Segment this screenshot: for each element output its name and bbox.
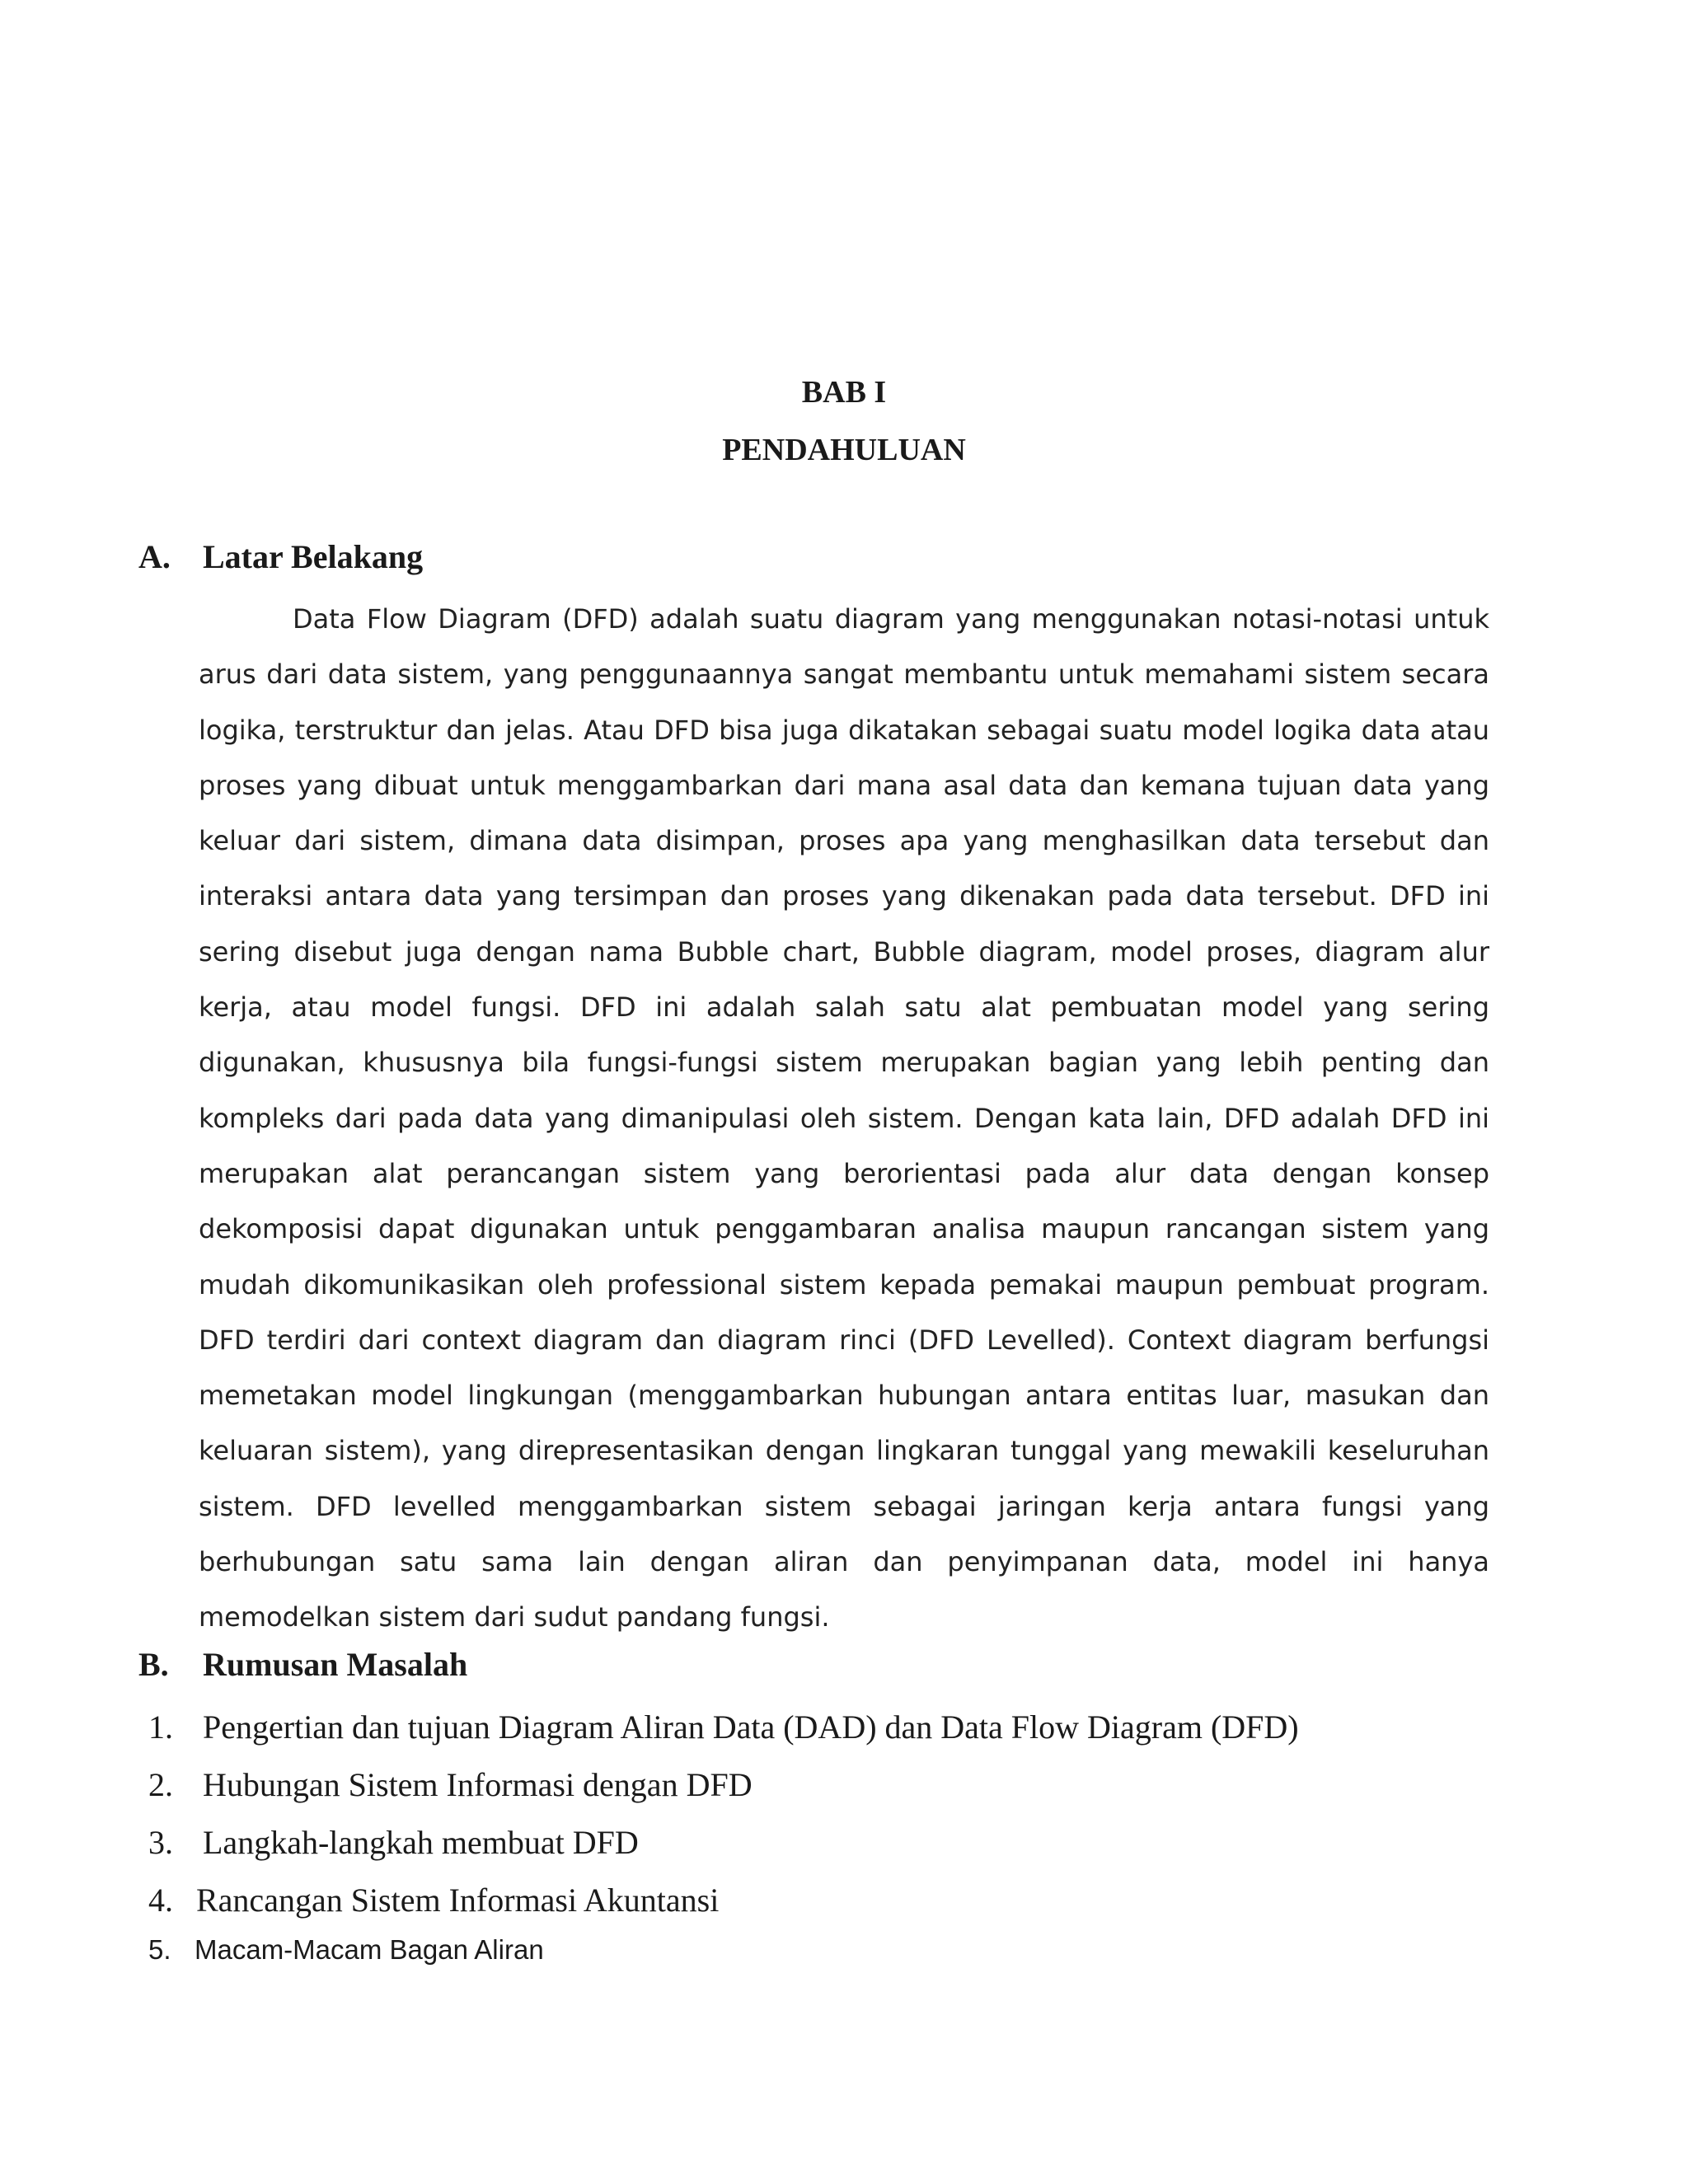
list-item-number: 1. — [148, 1708, 173, 1746]
list-item — [148, 1933, 1550, 1970]
list-item-text: Hubungan Sistem Informasi dengan DFD — [203, 1766, 753, 1803]
list-item-number: 2. — [148, 1766, 173, 1803]
section-title: Latar Belakang — [203, 538, 424, 575]
section-letter: B. — [138, 1646, 169, 1683]
section-heading-latar-belakang — [138, 537, 423, 577]
list-item — [148, 1823, 1550, 1881]
list-item-text: Langkah-langkah membuat DFD — [203, 1824, 639, 1861]
problem-list — [148, 1708, 1550, 1970]
list-item-text: Pengertian dan tujuan Diagram Aliran Data (DAD) dan Data Flow Diagram (DFD) — [203, 1708, 1299, 1746]
paragraph-text: Data Flow Diagram (DFD) adalah suatu diagram yang menggunakan notasi-notasi untuk arus dari data sistem, yang penggunaannya sangat membantu untuk memahami sistem secara logika, terstruktur dan jelas. Atau DFD bisa juga dikatakan sebagai suatu model logika data atau proses yang dibuat untuk menggambarkan dari mana asal data dan kemana tujuan data yang keluar dari sistem, dimana data disimpan, proses apa yang menghasilkan data tersebut dan interaksi antara data yang tersimpan dan proses yang dikenakan pada data tersebut. DFD ini sering disebut juga dengan nama Bubble chart, Bubble diagram, model proses, diagram alur kerja, atau model fungsi. DFD ini adalah salah satu alat pembuatan model yang sering digunakan, khususnya bila fungsi-fungsi sistem merupakan bagian yang lebih penting dan kompleks dari pada data yang dimanipulasi oleh sistem. Dengan kata lain, DFD adalah DFD ini merupakan alat perancangan sistem yang berorientasi pada alur data dengan konsep dekomposisi dapat digunakan untuk penggambaran analisa maupun rancangan sistem yang mudah dikomunikasikan oleh professional sistem kepada pemakai maupun pembuat program. DFD terdiri dari context diagram dan diagram rinci (DFD Levelled). Context diagram berfungsi memetakan model lingkungan (menggambarkan hubungan antara entitas luar, masukan dan keluaran sistem), yang direpresentasikan dengan lingkaran tunggal yang mewakili keseluruhan sistem. DFD levelled menggambarkan sistem sebagai jaringan kerja antara fungsi yang berhubungan satu sama lain dengan aliran dan penyimpanan data, model ini hanya memodelkan sistem dari sudut pandang fungsi. — [199, 603, 1489, 1633]
list-item-text: Macam-Macam Bagan Aliran — [195, 1934, 544, 1965]
list-item — [148, 1881, 1550, 1938]
chapter-number: BAB I — [801, 375, 887, 410]
background-paragraph — [199, 592, 1489, 1646]
list-item-text: Rancangan Sistem Informasi Akuntansi — [196, 1882, 720, 1919]
list-item-number: 4. — [148, 1882, 173, 1919]
list-item-number: 5. — [148, 1934, 171, 1965]
section-heading-rumusan-masalah — [138, 1645, 467, 1685]
list-item — [148, 1765, 1550, 1823]
list-item — [148, 1708, 1550, 1765]
section-letter: A. — [138, 538, 171, 575]
section-title: Rumusan Masalah — [203, 1646, 468, 1683]
list-item-number: 3. — [148, 1824, 173, 1861]
chapter-title: PENDAHULUAN — [722, 433, 966, 467]
